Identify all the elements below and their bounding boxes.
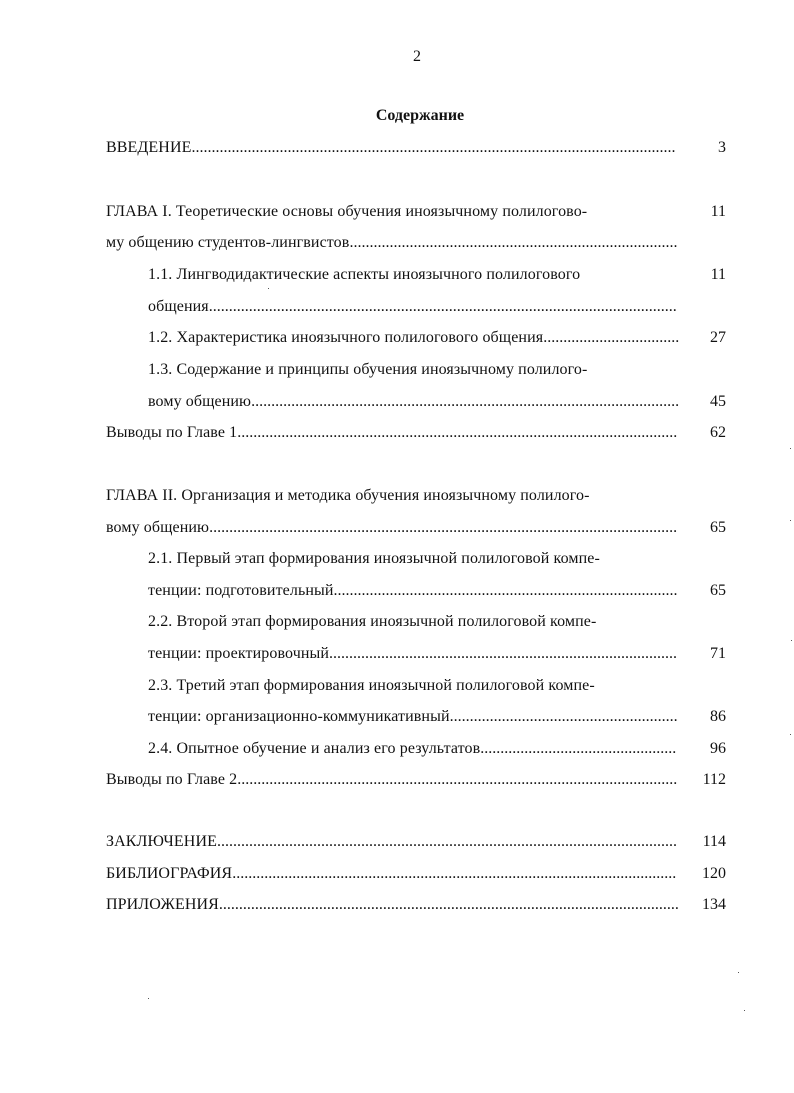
- toc-entry-text: ГЛАВА I. Теоретические основы обучения иноязычному полилогово-: [106, 203, 588, 220]
- toc-entry-conclusion[interactable]: [106, 831, 681, 853]
- scan-speck: [738, 972, 739, 973]
- dot-leader: ..............................................................................................................: [237, 424, 678, 441]
- dot-leader: ..................................: [543, 329, 680, 346]
- toc-entry-section-2-2-cont[interactable]: [148, 643, 681, 665]
- toc-entry-section-2-4[interactable]: [148, 738, 681, 760]
- dot-leader: ...............................................................................................................: [232, 865, 677, 882]
- toc-entry-text: тенции: проектировочный: [148, 645, 330, 662]
- toc-entry-text: БИБЛИОГРАФИЯ: [106, 865, 233, 882]
- dot-leader: ..................................................................................: [349, 234, 678, 251]
- toc-entry-section-1-3-cont[interactable]: [148, 391, 681, 413]
- toc-entry-section-2-2[interactable]: [148, 611, 681, 633]
- toc-entry-chapter-1[interactable]: [106, 201, 681, 223]
- dot-leader: .........................................................: [449, 708, 678, 725]
- toc-entry-text: 2.3. Третий этап формирования иноязычной полилоговой компе-: [148, 677, 595, 694]
- toc-entry-introduction[interactable]: [106, 137, 681, 159]
- toc-entry-appendices[interactable]: [106, 894, 681, 916]
- toc-entry-text: ЗАКЛЮЧЕНИЕ: [106, 833, 217, 850]
- toc-entry-text: Выводы по Главе 2: [106, 771, 238, 788]
- toc-entry-text: тенции: организационно-коммуникативный: [148, 708, 450, 725]
- dot-leader: ...................................................................................................................: [216, 833, 677, 850]
- toc-entry-section-2-1[interactable]: [148, 548, 681, 570]
- toc-entry-text: 1.2. Характеристика иноязычного полилогового общения: [148, 329, 544, 346]
- toc-page-number: 3: [718, 139, 726, 156]
- toc-page-number: 45: [710, 393, 726, 410]
- toc-entry-chapter-2[interactable]: [106, 485, 681, 507]
- toc-entry-text: ВВЕДЕНИЕ: [106, 139, 192, 156]
- toc-page-number: 114: [702, 833, 726, 850]
- toc-page-number: 112: [702, 771, 726, 788]
- toc-entry-text: 2.1. Первый этап формирования иноязычной полилоговой компе-: [148, 550, 600, 567]
- toc-page-number: 96: [710, 740, 726, 757]
- dot-leader: .................................................: [480, 740, 677, 757]
- dot-leader: .....................................................................................................................: [208, 298, 677, 315]
- scan-speck: [790, 734, 791, 735]
- toc-entry-section-2-1-cont[interactable]: [148, 580, 681, 602]
- toc-entry-text: общения: [148, 298, 209, 315]
- toc-page-number: 65: [710, 582, 726, 599]
- dot-leader: ...........................................................................................................: [251, 393, 680, 410]
- toc-entry-section-2-3[interactable]: [148, 675, 681, 697]
- toc-entry-text: ГЛАВА II. Организация и методика обучения иноязычному полилого-: [106, 487, 590, 504]
- toc-entry-section-1-3[interactable]: [148, 359, 681, 381]
- toc-entry-text: 2.4. Опытное обучение и анализ его результатов: [148, 740, 481, 757]
- dot-leader: ...................................................................................................................: [218, 896, 679, 913]
- toc-title: Содержание: [375, 107, 465, 124]
- scan-speck: [790, 448, 791, 449]
- toc-entry-conclusions-1[interactable]: [106, 422, 681, 444]
- toc-page-number: 65: [710, 519, 726, 536]
- dot-leader: .........................................................................................................................: [191, 139, 676, 156]
- toc-page-number: 86: [710, 708, 726, 725]
- scan-speck: [744, 1010, 745, 1011]
- scan-speck: [148, 998, 149, 999]
- toc-page-number: 27: [710, 329, 726, 346]
- toc-entry-chapter-2-cont[interactable]: [106, 517, 681, 539]
- toc-entry-conclusions-2[interactable]: [106, 769, 681, 791]
- toc-page-number: 11: [710, 203, 726, 220]
- toc-entry-bibliography[interactable]: [106, 863, 681, 885]
- toc-entry-text: 1.3. Содержание и принципы обучения иноязычному полилого-: [148, 361, 588, 378]
- toc-page-number: 134: [702, 896, 726, 913]
- toc-page-number: 120: [702, 865, 726, 882]
- toc-page-number: 71: [710, 645, 726, 662]
- toc-entry-text: вому общению: [106, 519, 210, 536]
- page-number: 2: [413, 48, 421, 65]
- toc-entry-text: 2.2. Второй этап формирования иноязычной полилоговой компе-: [148, 613, 597, 630]
- toc-entry-text: тенции: подготовительный: [148, 582, 334, 599]
- toc-entry-text: ПРИЛОЖЕНИЯ: [106, 896, 219, 913]
- scan-speck: [790, 520, 791, 521]
- toc-entry-text: вому общению: [148, 393, 252, 410]
- toc-entry-text: 1.1. Лингводидактические аспекты иноязычного полилогового: [148, 266, 581, 283]
- toc-entry-section-1-1-cont[interactable]: [148, 296, 681, 318]
- dot-leader: ......................................................................................: [333, 582, 678, 599]
- toc-entry-text: Выводы по Главе 1: [106, 424, 238, 441]
- toc-entry-section-1-1[interactable]: [148, 264, 681, 286]
- scan-speck: [791, 640, 792, 641]
- toc-entry-chapter-1-cont[interactable]: [106, 232, 681, 254]
- toc-page-number: 11: [710, 266, 726, 283]
- dot-leader: .......................................................................................: [329, 645, 678, 662]
- toc-entry-text: му общению студентов-лингвистов: [106, 234, 350, 251]
- dot-leader: ..............................................................................................................: [237, 771, 678, 788]
- dot-leader: .....................................................................................................................: [209, 519, 678, 536]
- toc-entry-section-2-3-cont[interactable]: [148, 706, 681, 728]
- toc-page-number: 62: [710, 424, 726, 441]
- toc-entry-section-1-2[interactable]: [148, 327, 681, 349]
- scan-speck: [268, 288, 269, 289]
